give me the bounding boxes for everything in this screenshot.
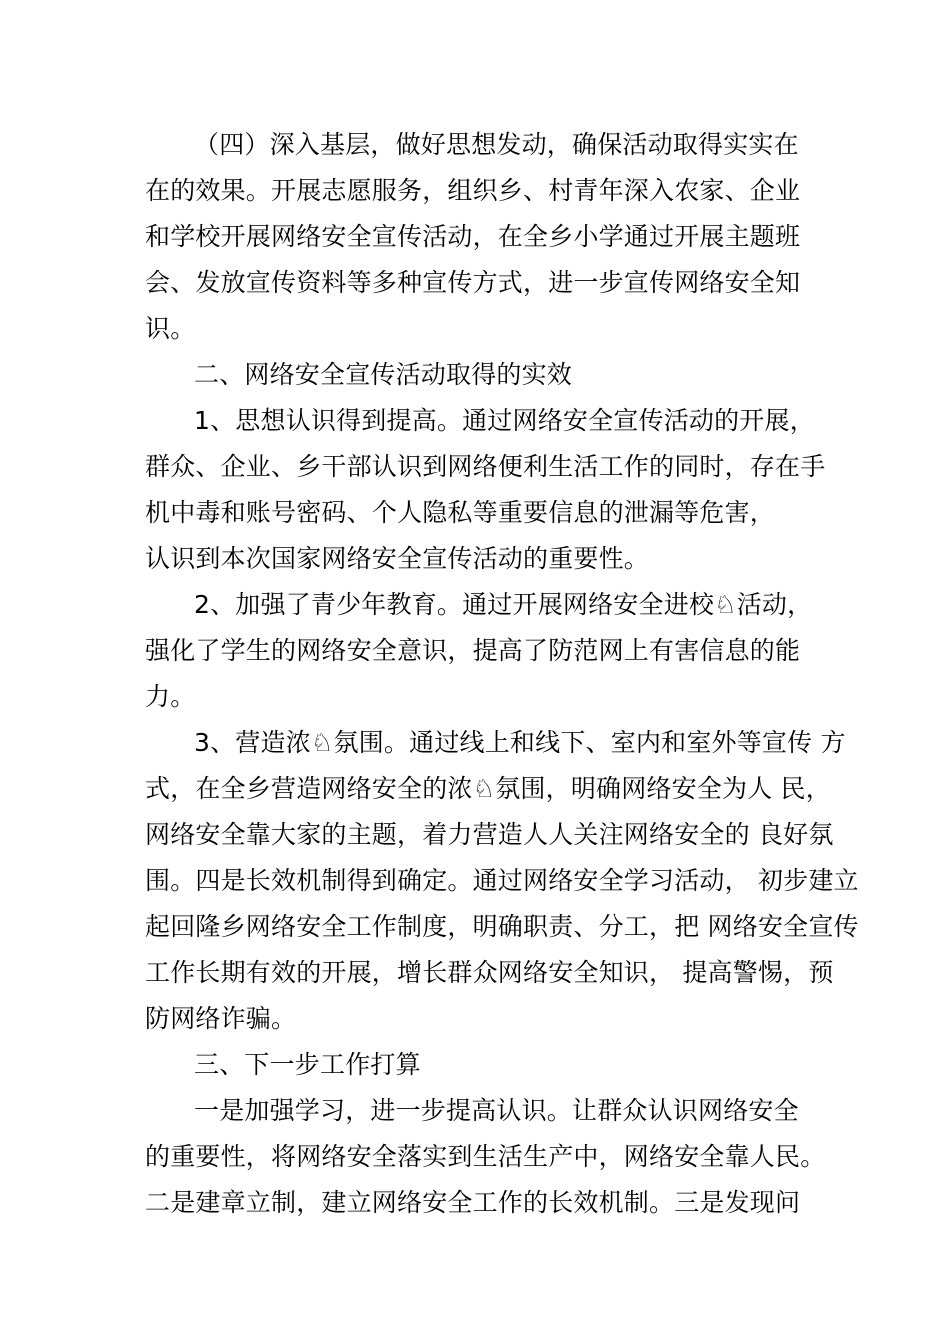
paragraph-start-line: 2、加强了青少年教育。通过开展网络安全进校♘活动， <box>194 590 813 619</box>
paragraph-start-line: （四）深入基层，做好思想发动，确保活动取得实实在 <box>194 130 799 159</box>
text-line: 认识到本次国家网络安全宣传活动的重要性。 <box>145 544 650 573</box>
text-line: 防网络诈骗。 <box>145 1004 297 1033</box>
text-line: 网络安全靠大家的主题，着力营造人人关注网络安全的 良好氛 <box>145 820 834 849</box>
text-line: 在的效果。开展志愿服务，组织乡、村青年深入农家、企业 <box>145 176 801 205</box>
text-line: 围。四是长效机制得到确定。通过网络安全学习活动， 初步建立 <box>145 866 859 895</box>
text-line: 二是建章立制，建立网络安全工作的长效机制。三是发现问 <box>145 1188 801 1217</box>
text-line: 起回隆乡网络安全工作制度，明确职责、分工，把 网络安全宣传 <box>145 912 859 941</box>
paragraph-start-line: 1、思想认识得到提高。通过网络安全宣传活动的开展， <box>194 406 815 435</box>
text-line: 工作长期有效的开展，增长群众网络安全知识， 提高警惕，预 <box>145 958 834 987</box>
text-line: 式，在全乡营造网络安全的浓♘氛围，明确网络安全为人 民， <box>145 774 831 803</box>
text-line: 和学校开展网络安全宣传活动，在全乡小学通过开展主题班 <box>145 222 801 251</box>
text-line: 会、发放宣传资料等多种宣传方式，进一步宣传网络安全知 <box>145 268 801 297</box>
paragraph-start-line: 三、下一步工作打算 <box>194 1050 421 1079</box>
document-body <box>145 122 859 1226</box>
text-line: 力。 <box>145 682 196 711</box>
paragraph-start-line: 二、网络安全宣传活动取得的实效 <box>194 360 573 389</box>
text-line: 强化了学生的网络安全意识，提高了防范网上有害信息的能 <box>145 636 801 665</box>
paragraph-start-line: 一是加强学习，进一步提高认识。让群众认识网络安全 <box>194 1096 799 1125</box>
text-line: 群众、企业、乡干部认识到网络便利生活工作的同时，存在手 <box>145 452 826 481</box>
text-line: 机中毒和账号密码、个人隐私等重要信息的泄漏等危害， <box>145 498 776 527</box>
text-line: 识。 <box>145 314 196 343</box>
text-line: 的重要性，将网络安全落实到生活生产中，网络安全靠人民。 <box>145 1142 826 1171</box>
paragraph-start-line: 3、营造浓♘氛围。通过线上和线下、室内和室外等宣传 方 <box>194 728 846 757</box>
